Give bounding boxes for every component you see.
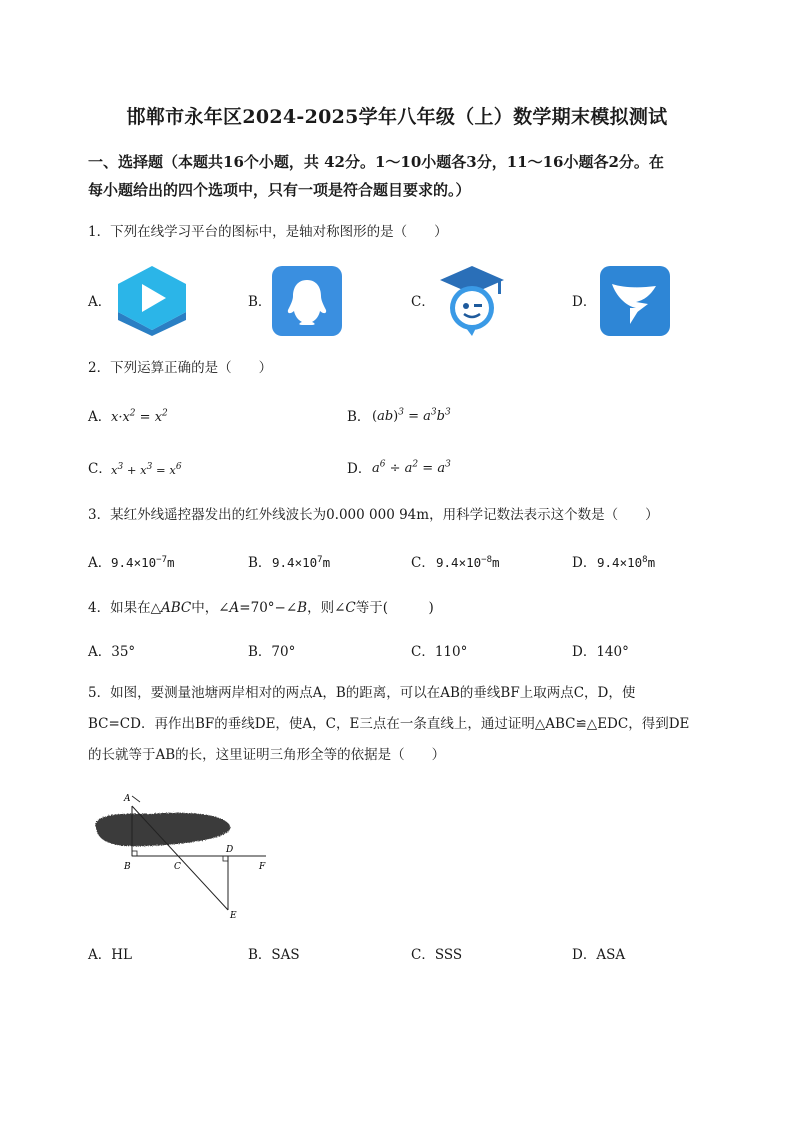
label-a: A: [124, 794, 131, 804]
label-d: D: [226, 845, 234, 855]
section-heading-line1: 一、选择题（本题共16个小题，共 42分。1～10小题各3分，11～16小题各2分。在: [88, 153, 664, 171]
q5-option-a: A．HL: [88, 947, 132, 963]
penguin-logo-icon: [272, 266, 342, 340]
q5-option-d: D．ASA: [572, 947, 626, 963]
q3-option-c-label: C．: [411, 555, 435, 571]
question-5-line3: 的长就等于AB的长，这里证明三角形全等的依据是（ ）: [88, 747, 446, 763]
q2-option-d-expression: $a^6 \div a^2 = a^3$: [372, 459, 451, 476]
section-heading-line2: 每小题给出的四个选项中，只有一项是符合题目要求的。）: [88, 181, 471, 199]
q3-option-d-value: $9.4\times 10^8m$: [597, 554, 656, 570]
q2-option-b-expression: $(ab)^3 = a^3b^3$: [372, 407, 451, 424]
q1-option-a-label: A．: [88, 294, 112, 310]
question-4-stem: 4．如果在△ABC中，∠A=70°−∠B，则∠C等于( ): [88, 600, 434, 616]
q2-option-c-expression: $x^3 + x^3 = x^6$: [111, 462, 182, 477]
q1-option-d-label: D．: [572, 294, 597, 310]
question-5-line1: 5．如图，要测量池塘两岸相对的两点A，B的距离，可以在AB的垂线BF上取两点C，D，使: [88, 685, 636, 701]
wing-logo-icon: [600, 266, 670, 340]
q3-option-d-label: D．: [572, 555, 597, 571]
question-1-stem: 1．下列在线学习平台的图标中，是轴对称图形的是（ ）: [88, 224, 448, 240]
q1-option-c-label: C．: [411, 294, 435, 310]
q3-option-b-label: B．: [248, 555, 272, 571]
q3-option-a-value: $9.4\times 10^{-7}m$: [111, 554, 175, 570]
q2-option-d-label: D．: [347, 461, 372, 477]
q3-option-b-value: $9.4\times 10^7m$: [272, 554, 331, 570]
q4-option-c: C．110°: [411, 644, 468, 660]
q3-option-a-label: A．: [88, 555, 112, 571]
label-b: B: [124, 862, 131, 872]
q4-option-b: B．70°: [248, 644, 296, 660]
q2-option-b-label: B．: [347, 409, 371, 425]
page-title: 邯郸市永年区2024-2025学年八年级（上）数学期末模拟测试: [126, 106, 668, 128]
q4-option-d: D．140°: [572, 644, 629, 660]
label-e: E: [230, 911, 237, 920]
question-5-line2: BC=CD．再作出BF的垂线DE，使A，C，E三点在一条直线上，通过证明△ABC≌△EDC，得到DE: [88, 716, 690, 732]
q3-option-c-value: $9.4\times 10^{-8}m$: [436, 554, 500, 570]
q2-option-a-expression: $x\cdot x^2 = x^2$: [111, 408, 168, 425]
pond-shape: [95, 813, 230, 847]
q4-option-a: A．35°: [88, 644, 136, 660]
q5-option-b: B．SAS: [248, 947, 300, 963]
q5-option-c: C．SSS: [411, 947, 463, 963]
graduation-cap-logo-icon: [436, 262, 508, 342]
label-c: C: [174, 862, 181, 872]
question-2-stem: 2．下列运算正确的是（ ）: [88, 360, 273, 376]
q2-option-c-label: C．: [88, 461, 112, 477]
label-f: F: [259, 862, 266, 872]
q2-option-a-label: A．: [88, 409, 112, 425]
play-logo-icon: [112, 264, 192, 340]
question-3-stem: 3．某红外线遥控器发出的红外线波长为0.000 000 94m，用科学记数法表示这个数是（ ）: [88, 507, 659, 523]
q1-option-b-label: B．: [248, 294, 272, 310]
pond-measurement-figure: [88, 788, 278, 924]
